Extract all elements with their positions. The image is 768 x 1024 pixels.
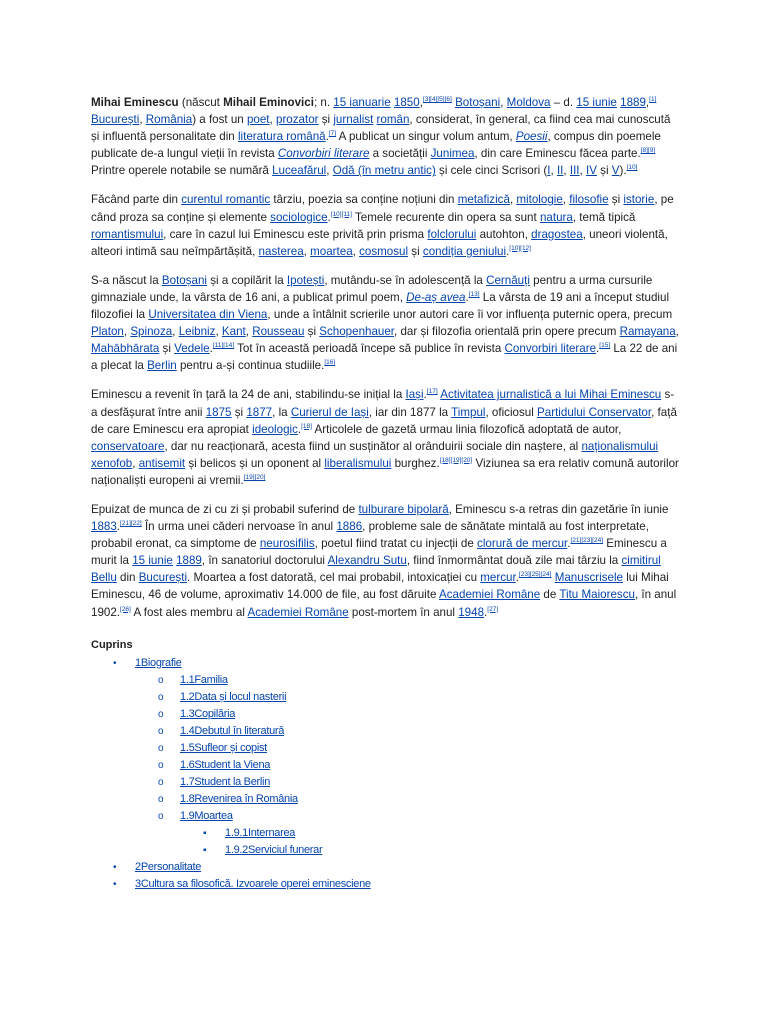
text-run: și (596, 164, 612, 178)
article-link[interactable]: Academiei Române (247, 605, 349, 619)
article-link[interactable]: romantismului (91, 227, 164, 241)
citation-ref (331, 211, 352, 218)
toc-bullet-icon: o (158, 708, 164, 720)
text-run: , unde a întâlnit scrierile unor autori care îi vor influența puternic opera, precum (267, 308, 673, 322)
text-run: s-a desfășurat între anii (91, 388, 675, 419)
text-run: ; n. (313, 96, 334, 109)
text-run: , (326, 164, 333, 178)
article-link[interactable]: Activitatea jurnalistică a lui Mihai Eminescu (440, 388, 662, 402)
text-run: . (567, 537, 571, 551)
article-link[interactable]: Poesii (515, 130, 548, 144)
text-run: și (408, 244, 423, 258)
text-run: , la (272, 405, 291, 419)
text-run: a societății (369, 147, 431, 161)
toc-link[interactable]: 3Cultura sa filosofică. Izvoarele operei eminesciene (135, 877, 371, 890)
text-run: , dar nu reacționară, acesta fiind un susținător al orânduirii sociale din naștere, al (164, 439, 582, 453)
toc-bullet-icon: o (158, 725, 164, 737)
text-run: În urma unei căderi nervoase în anul (141, 520, 337, 534)
article-link[interactable]: Luceafărul (272, 164, 327, 178)
citation-ref (213, 342, 234, 349)
article-link[interactable]: mercur (480, 571, 516, 585)
text-run: . (116, 520, 121, 534)
citation-link[interactable]: [3][4][5][6] (422, 96, 452, 103)
article-link[interactable]: 15 ianuarie (333, 96, 391, 109)
article-link[interactable]: naționalismului (581, 439, 659, 453)
article-link[interactable]: clorură de mercur (477, 537, 568, 551)
article-link[interactable]: Universitatea din Viena (148, 308, 268, 322)
toc-link[interactable]: 1.6Student la Viena (180, 758, 271, 771)
text-run: La vârsta de 19 ani a început studiul filozofiei la (91, 290, 670, 322)
text-run: . (506, 244, 510, 258)
text-run: , (500, 96, 507, 109)
text-run: , (269, 113, 276, 127)
article-link[interactable]: curentul romantic (181, 193, 271, 207)
article-link[interactable]: Alexandru Sutu (327, 554, 407, 568)
article-link[interactable]: Schopenhauer (319, 325, 395, 339)
text-run: , (645, 96, 650, 109)
paragraph-themes (91, 191, 679, 259)
text-run: pentru a-și continua studiile. (176, 359, 325, 373)
text-run: Eminescu a revenit în țară la 24 de ani, stabilindu-se inițial la (91, 388, 406, 402)
text-run: , (215, 325, 222, 339)
toc-link[interactable]: 1Biografie (135, 656, 182, 669)
citation-link[interactable]: [21][22] (120, 520, 142, 528)
text-run: , (132, 456, 139, 470)
text-run: . (596, 342, 600, 356)
citation-ref (244, 474, 266, 481)
text-run: , poetul fiind tratat cu injecții de (314, 537, 478, 551)
article-link[interactable]: metafizică (457, 193, 510, 207)
text-run: . (465, 290, 469, 304)
text-run: . (297, 422, 302, 436)
text-run: , iar din 1877 la (368, 405, 452, 419)
article-link[interactable]: antisemit (138, 456, 186, 470)
citation-ref (599, 342, 610, 349)
citation-ref (469, 291, 480, 298)
article-link[interactable]: nasterea (258, 244, 304, 258)
citation-ref (423, 96, 452, 103)
text-run: . (209, 342, 213, 356)
article-link[interactable]: Kant (221, 325, 246, 339)
paragraph-illness-death (91, 501, 679, 621)
toc-item[interactable] (91, 774, 679, 791)
text-run: , care în cazul lui Eminescu este privită prin prisma (163, 227, 428, 241)
text-run: Eminescu a murit la (91, 537, 667, 568)
toc-item[interactable] (91, 723, 679, 740)
article-link[interactable]: condiția geniului (422, 244, 507, 258)
toc-bullet-icon: • (113, 861, 117, 873)
citation-ref (519, 571, 552, 578)
toc-bullet-icon: o (158, 793, 164, 805)
citation-ref (649, 96, 656, 103)
citation-link[interactable]: [11][14] (212, 342, 235, 350)
text-run: , (352, 244, 360, 258)
article-link[interactable]: neurosifilis (259, 537, 315, 551)
text-run: și (231, 405, 247, 419)
article-link[interactable]: Curierul de Iași (290, 405, 369, 419)
toc-bullet-icon: o (158, 691, 164, 703)
text-run: și (318, 113, 334, 127)
citation-link[interactable]: [23][25][24] (518, 571, 552, 579)
article-link[interactable]: cimitirul Bellu (91, 554, 661, 585)
toc-item[interactable] (91, 740, 679, 757)
article-link[interactable]: Ramayana (619, 325, 676, 339)
article-link[interactable]: 15 iunie (576, 96, 617, 109)
toc-item[interactable] (91, 842, 679, 859)
text-run: , temă tipică (572, 210, 636, 224)
toc-link[interactable]: 2Personalitate (135, 860, 202, 873)
article-link[interactable]: jurnalist (333, 113, 374, 127)
text-run: , dar și filozofia orientală prin opere precum (394, 325, 620, 339)
text-run: . (327, 210, 331, 224)
article-link[interactable]: Botoșani (455, 96, 501, 109)
article-link[interactable]: filosofie (569, 193, 609, 207)
article-link[interactable]: II (556, 164, 564, 178)
text-run: – d. (550, 96, 577, 109)
toc-bullet-icon: ▪ (203, 827, 207, 839)
article-link[interactable]: De-aș avea (406, 290, 466, 304)
text-run: (născut (178, 96, 224, 109)
toc-bullet-icon: o (158, 810, 164, 822)
citation-ref (120, 520, 142, 527)
article-link[interactable]: Odă (în metru antic) (332, 164, 436, 178)
citation-ref (571, 537, 604, 544)
article-link[interactable]: Convorbiri literare (277, 147, 370, 161)
text-run: A publicat un singur volum antum, (336, 130, 516, 144)
toc-item[interactable] (91, 859, 679, 876)
article-link[interactable]: Academiei Române (439, 588, 541, 602)
text-run: , (139, 113, 146, 127)
toc-link[interactable]: 1.9.1Internarea (225, 826, 296, 839)
toc-bullet-icon: ▪ (203, 844, 207, 856)
text-run: , fiind înmormântat două zile mai târziu la (406, 554, 622, 568)
text-run: Epuizat de munca de zi cu zi și probabil suferind de (91, 502, 359, 516)
text-run: pentru a urma cursurile gimnaziale unde, la vârsta de 16 ani, a publicat primul poem, (91, 273, 653, 304)
citation-link[interactable]: [1] (649, 96, 657, 103)
article-link[interactable]: V (611, 164, 620, 178)
toc-title: Cuprins (91, 638, 133, 651)
text-run: Articolele de gazetă urmau linia filozofică adoptată de autor, (311, 422, 622, 436)
toc-item[interactable] (91, 706, 679, 723)
text-run: ) a fost un (192, 113, 247, 127)
paragraph-early-life (91, 272, 679, 375)
citation-ref (627, 164, 638, 171)
article-link[interactable]: Rousseau (252, 325, 305, 339)
article-link[interactable]: Botoșani (161, 273, 208, 287)
table-of-contents (91, 655, 679, 893)
toc-bullet-icon: o (158, 759, 164, 771)
text-run: din (116, 571, 139, 585)
article-link[interactable]: Vedele (174, 342, 210, 356)
text-run: , pe când proza sa conține și elemente (91, 193, 674, 224)
article-link[interactable]: București (138, 571, 188, 585)
citation-link[interactable]: [21][23][24] (570, 537, 604, 545)
text-run: , (579, 164, 586, 178)
text-run: , (172, 325, 179, 339)
text-run: Printre operele notabile se numără (91, 164, 273, 178)
text-run: târziu, poezia sa conține noțiuni din (270, 193, 458, 207)
citation-ref (427, 388, 438, 395)
article-link[interactable]: Partidului Conservator (537, 405, 652, 419)
article-link[interactable]: Moldova (506, 96, 551, 109)
article-link[interactable]: 15 iunie (132, 554, 173, 568)
article-link[interactable]: literatura română (237, 130, 326, 144)
toc-link[interactable]: 1.7Student la Berlin (180, 775, 271, 788)
article-link[interactable]: Convorbiri literare (504, 342, 597, 356)
paragraph-intro (91, 94, 679, 179)
article-link[interactable]: istorie (623, 193, 655, 207)
citation-ref (509, 245, 531, 252)
text-run: , mutându-se în adolescență la (324, 273, 487, 287)
text-run: și (159, 342, 175, 356)
toc-item[interactable] (91, 655, 679, 672)
text-run: și cele cinci Scrisori ( (435, 164, 548, 178)
article-link[interactable]: Mahābhārata (91, 342, 160, 356)
article-link[interactable]: prozator (276, 113, 319, 127)
article-link[interactable]: sociologice (270, 210, 328, 224)
article-link[interactable]: Cernăuți (486, 273, 530, 287)
article-link[interactable]: 1875 (205, 405, 232, 419)
toc-item[interactable] (91, 825, 679, 842)
text-run: , (675, 325, 679, 339)
toc-item[interactable] (91, 876, 679, 893)
article-link[interactable]: român (376, 113, 410, 127)
article-link[interactable]: poet (246, 113, 270, 127)
article-link[interactable]: cosmosul (359, 244, 409, 258)
text-run: , uneori violentă, alteori intimă sau neîmpărtășită, (91, 227, 668, 258)
text-run: lui Mihai Eminescu, 46 de volume, aproximativ 14.000 de file, au fost dăruite (91, 571, 669, 602)
citation-ref (301, 423, 312, 430)
text-run: , (509, 193, 517, 207)
article-link[interactable]: România (145, 113, 193, 127)
text-run: , față de care Eminescu era apropiat (91, 405, 677, 436)
citation-link[interactable]: [13] (468, 290, 480, 298)
text-run: , (550, 164, 557, 178)
text-run: și a copilărit la (207, 273, 287, 287)
toc-link[interactable]: 1.8Revenirea în România (180, 792, 298, 805)
citation-ref (324, 359, 335, 366)
text-run: , (303, 244, 311, 258)
article-link[interactable]: ideologic (252, 422, 298, 436)
toc-bullet-icon: o (158, 742, 164, 754)
text-run: A fost ales membru al (130, 605, 248, 619)
citation-link[interactable]: [18][19][20] (439, 456, 473, 464)
toc-bullet-icon: o (158, 674, 164, 686)
text-run: . (515, 571, 519, 585)
article-link[interactable]: 1886 (336, 520, 363, 534)
article-link[interactable]: liberalismului (324, 456, 392, 470)
bold-name: Mihai Eminescu (91, 96, 179, 109)
article-link[interactable]: Timpul (451, 405, 486, 419)
text-run: , compus din poemele publicate de-a lungul vieții în revista (91, 130, 661, 161)
text-run: Făcând parte din (91, 193, 182, 207)
toc-link[interactable]: 1.9.2Serviciul funerar (225, 843, 323, 856)
text-run: , în sanatoriul doctorului (201, 554, 328, 568)
toc-item[interactable] (91, 672, 679, 689)
citation-link[interactable]: [10] (626, 164, 638, 172)
article-link[interactable]: conservatoare (91, 439, 165, 453)
article-link[interactable]: 1883 (91, 520, 117, 534)
text-run: Temele recurente din opera sa sunt (351, 210, 540, 224)
text-run: , (419, 96, 423, 109)
citation-link[interactable]: [17] (426, 388, 438, 396)
citation-link[interactable]: [15] (599, 342, 611, 350)
article-link[interactable]: 1889 (620, 96, 646, 109)
article-link[interactable]: natura (539, 210, 573, 224)
citation-link[interactable]: [19][20] (243, 473, 266, 481)
text-run: și (608, 193, 624, 207)
text-run: Viziunea sa era relativ comună autorilor naționaliști europeni ai vremii. (91, 456, 679, 487)
article-link[interactable]: București (91, 113, 140, 127)
toc-item[interactable] (91, 689, 679, 706)
toc-item[interactable] (91, 757, 679, 774)
text-run: , (245, 325, 253, 339)
article-page (91, 94, 679, 893)
bold-name: Mihail Eminovici (223, 96, 314, 109)
text-run: . (325, 130, 329, 144)
toc-link[interactable]: 1.4Debutul în literatură (180, 724, 285, 737)
text-run: , oficiosul (485, 405, 538, 419)
citation-ref (120, 606, 131, 613)
article-link[interactable]: IV (585, 164, 597, 178)
text-run: autohton, (476, 227, 532, 241)
citation-ref (487, 606, 498, 613)
citation-link[interactable]: [18] (301, 422, 312, 430)
article-link[interactable]: Junimea (430, 147, 475, 161)
text-run: burghez. (391, 456, 440, 470)
text-run: , (563, 164, 570, 178)
article-link[interactable]: 1948 (458, 605, 485, 619)
paragraph-journalism (91, 386, 679, 489)
toc-bullet-icon: o (158, 776, 164, 788)
article-link[interactable]: folclorului (427, 227, 477, 241)
article-link[interactable]: Leibniz (178, 325, 216, 339)
toc-link[interactable]: 1.3Copilăria (180, 707, 236, 720)
article-link[interactable]: I (547, 164, 551, 178)
text-run: de (540, 588, 560, 602)
text-run: , considerat, în general, ca fiind cea mai cunoscută și influentă personalitate din (91, 113, 671, 144)
text-run: , Eminescu s-a retras din gazetărie în iunie (448, 502, 669, 516)
article-link[interactable]: moartea (310, 244, 353, 258)
toc-link[interactable]: 1.9Moartea (180, 809, 233, 822)
article-link[interactable]: Berlin (147, 359, 177, 373)
article-link[interactable]: III (569, 164, 580, 178)
text-run: . (484, 605, 488, 619)
text-run: și belicos și un oponent al (185, 456, 325, 470)
article-link[interactable]: Platon (91, 325, 124, 339)
text-run: , (123, 325, 131, 339)
article-link[interactable]: Ipotești (286, 273, 325, 287)
text-run: La 22 de ani a plecat la (91, 342, 678, 373)
citation-link[interactable]: [10][11] (330, 210, 352, 218)
article-link[interactable]: Manuscrisele (554, 571, 623, 585)
text-run: , probleme sale de sănătate mintală au fost interpretate, probabil eronat, ca simptome de (91, 520, 649, 551)
text-run: ). (619, 164, 627, 178)
text-run: . Moartea a fost datorată, cel mai probabil, intoxicației cu (187, 571, 481, 585)
text-run: , (562, 193, 570, 207)
text-run: și (304, 325, 320, 339)
article-link[interactable]: 1850 (393, 96, 420, 109)
text-run: , din care Eminescu făcea parte. (474, 147, 641, 161)
toc-link[interactable]: 1.5Sufleor și copist (180, 741, 267, 754)
text-run: . (423, 388, 427, 402)
citation-ref (329, 130, 336, 137)
toc-item[interactable] (91, 791, 679, 808)
article-link[interactable]: xenofob (91, 456, 133, 470)
citation-ref (641, 147, 655, 154)
text-run: S-a născut la (91, 273, 162, 287)
citation-link[interactable]: [7] (328, 130, 337, 138)
citation-ref (440, 457, 473, 464)
article-link[interactable]: 1889 (176, 554, 202, 568)
article-link[interactable]: Iași (405, 388, 424, 402)
toc-item[interactable] (91, 808, 679, 825)
text-run: Tot în această perioadă începe să publice în revista (234, 342, 505, 356)
citation-link[interactable]: [27] (487, 605, 499, 613)
text-run: post-mortem în anul (348, 605, 459, 619)
article-link[interactable]: tulburare bipolară (358, 502, 449, 516)
article-link[interactable]: Titu Maiorescu (559, 588, 635, 602)
citation-link[interactable]: [26] (120, 605, 131, 613)
citation-link[interactable]: [16] (324, 359, 336, 367)
toc-bullet-icon: • (113, 657, 117, 669)
article-link[interactable]: 1877 (246, 405, 273, 419)
toc-bullet-icon: • (113, 878, 117, 890)
article-link[interactable]: Spinoza (130, 325, 173, 339)
toc-link[interactable]: 1.1Familia (180, 673, 228, 686)
citation-link[interactable]: [8][9] (640, 147, 656, 155)
text-run: , în anul 1902. (91, 588, 677, 619)
citation-link[interactable]: [10][12] (509, 244, 531, 252)
article-link[interactable]: mitologie (516, 193, 563, 207)
article-link[interactable]: dragostea (531, 227, 583, 241)
toc-link[interactable]: 1.2Data și locul nasterii (180, 690, 287, 703)
